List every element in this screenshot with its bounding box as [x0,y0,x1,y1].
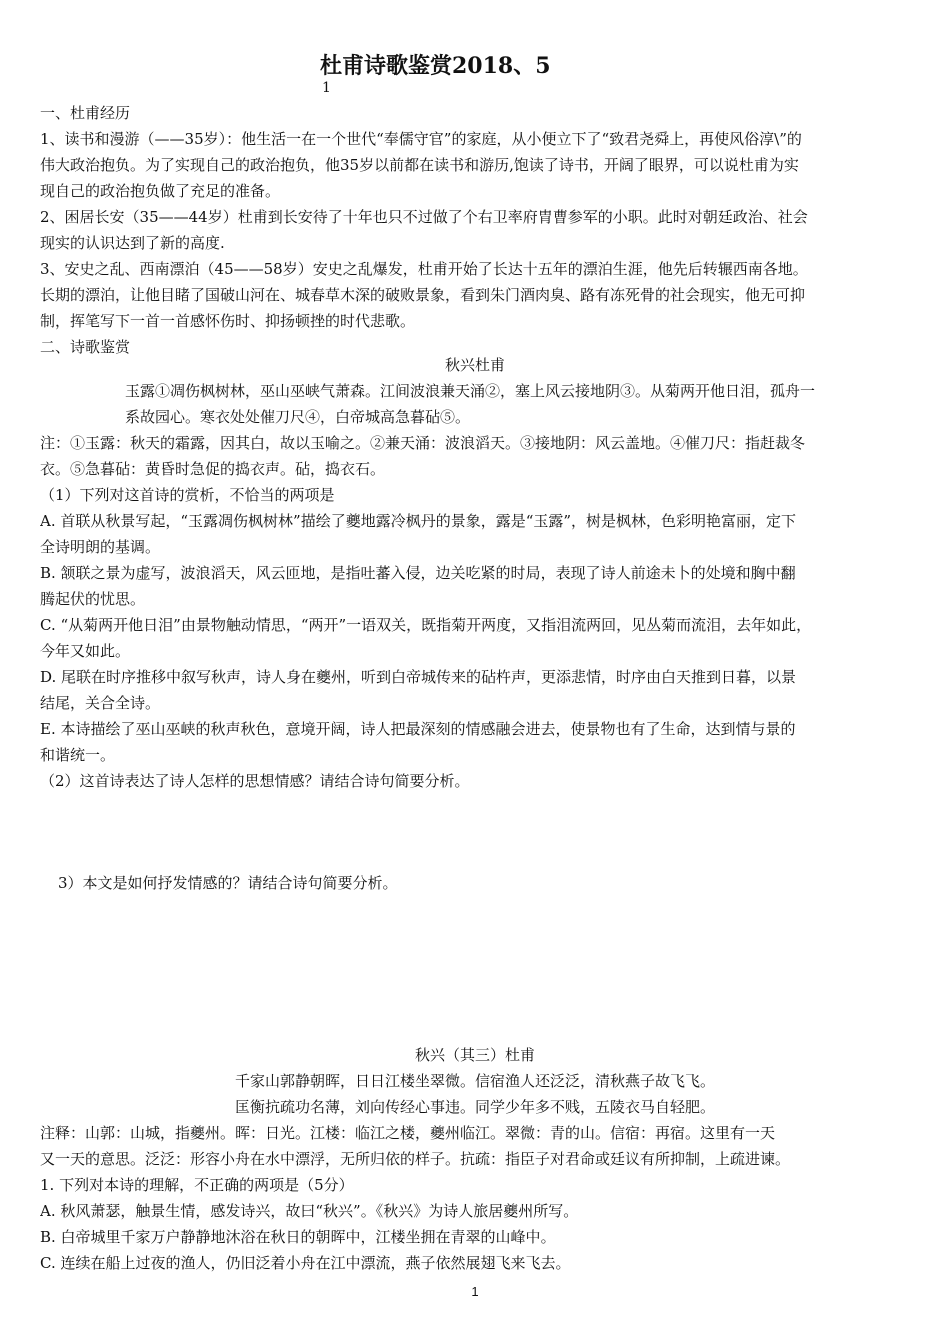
option-line: 和谐统一。 [40,746,116,764]
note-line: 注释：山郭：山城，指夔州。晖：日光。江楼：临江之楼，夔州临江。翠微：青的山。信宿：再宿。这里有一天 [40,1124,776,1142]
paragraph-line: 制，挥笔写下一首一首感怀伤时、抑扬顿挫的时代悲歌。 [40,312,416,330]
poem-title: 秋兴（其三）杜甫 [414,1046,535,1064]
paragraph-line: 现实的认识达到了新的高度. [40,234,225,252]
option-line: 全诗明朗的基调。 [40,538,161,556]
option-line: B. 颔联之景为虚写，波浪滔天，风云匝地，是指吐蕃入侵，边关吃紧的时局，表现了诗人前途未卜的处境和胸中翻 [40,564,796,582]
option-line: A. 首联从秋景写起，“玉露凋伤枫树林”描绘了夔地露冷枫丹的景象，露是“玉露”，树是枫林，色彩明艳富丽，定下 [40,512,797,530]
paragraph-line: 2、困居长安（35——44岁）杜甫到长安待了十年也只不过做了个右卫率府胄曹参军的小职。此时对朝廷政治、社会 [40,208,808,226]
option-line: D. 尾联在时序推移中叙写秋声，诗人身在夔州，听到白帝城传来的砧杵声，更添悲情，时序由白天推到日暮，以景 [40,668,797,686]
option-line: 腾起伏的忧思。 [40,590,146,608]
note-line: 注：①玉露：秋天的霜露，因其白，故以玉喻之。②兼天涌：波浪滔天。③接地阴：风云盖地。④催刀尺：指赶裁冬 [40,434,806,452]
option-line: C. 连续在船上过夜的渔人，仍旧泛着小舟在江中漂流，燕子依然展翅飞来飞去。 [40,1254,571,1272]
section-heading-biography: 一、杜甫经历 [40,104,131,122]
option-line: 今年又如此。 [40,642,131,660]
question: 3）本文是如何抒发情感的？请结合诗句简要分析。 [58,874,398,892]
poem-line: 千家山郭静朝晖，日日江楼坐翠微。信宿渔人还泛泛，清秋燕子故飞飞。 [234,1072,715,1090]
page-title: 杜甫诗歌鉴赏2018、5 [320,53,551,79]
question: （1）下列对这首诗的赏析，不恰当的两项是 [40,486,335,504]
note-line: 衣。⑤急暮砧：黄昏时急促的捣衣声。砧，捣衣石。 [40,460,386,478]
question: 1. 下列对本诗的理解，不正确的两项是（5分） [40,1176,354,1194]
poem-line: 玉露①凋伤枫树林，巫山巫峡气萧森。江间波浪兼天涌②，塞上风云接地阴③。从菊两开他日泪，孤舟一 [125,382,816,400]
poem-line: 系故园心。寒衣处处催刀尺④，白帝城高急暮砧⑤。 [125,408,471,426]
paragraph-line: 长期的漂泊，让他目睹了国破山河在、城春草木深的破败景象，看到朱门酒肉臭、路有冻死骨的社会现实，他无可抑 [40,286,806,304]
paragraph-line: 现自己的政治抱负做了充足的准备。 [40,182,281,200]
paragraph-line: 3、安史之乱、西南漂泊（45——58岁）安史之乱爆发，杜甫开始了长达十五年的漂泊生涯，他先后转辗西南各地。 [40,260,808,278]
option-line: C. “从菊两开他日泪”由景物触动情思，“两开”一语双关，既指菊开两度，又指泪流两回，见丛菊而流泪，去年如此， [40,616,812,634]
question: （2）这首诗表达了诗人怎样的思想情感？请结合诗句简要分析。 [40,772,470,790]
paragraph-line: 伟大政治抱负。为了实现自己的政治抱负，他35岁以前都在读书和游历,饱读了诗书，开阔了眼界，可以说杜甫为实 [40,156,799,174]
option-line: E. 本诗描绘了巫山巫峡的秋声秋色，意境开阔，诗人把最深刻的情感融会进去，使景物也有了生命，达到情与景的 [40,720,796,738]
option-line: 结尾，关合全诗。 [40,694,161,712]
title-subscript: 1 [322,80,331,96]
poem-line: 匡衡抗疏功名薄，刘向传经心事违。同学少年多不贱，五陵衣马自轻肥。 [234,1098,715,1116]
poem-title: 秋兴杜甫 [444,356,505,374]
note-line: 又一天的意思。泛泛：形容小舟在水中漂浮，无所归依的样子。抗疏：指臣子对君命或廷议有所抑制，上疏进谏。 [40,1150,791,1168]
option-line: A. 秋风萧瑟，触景生情，感发诗兴，故曰“秋兴”。《秋兴》为诗人旅居夔州所写。 [40,1202,579,1220]
option-line: B. 白帝城里千家万户静静地沐浴在秋日的朝晖中，江楼坐拥在青翠的山峰中。 [40,1228,556,1246]
page-number: 1 [471,1284,479,1299]
paragraph-line: 1、读书和漫游（——35岁）：他生活一在一个世代“奉儒守官”的家庭，从小便立下了“致君尧舜上，再使风俗淳\”的 [40,130,802,148]
section-heading-poetry: 二、诗歌鉴赏 [40,338,131,356]
